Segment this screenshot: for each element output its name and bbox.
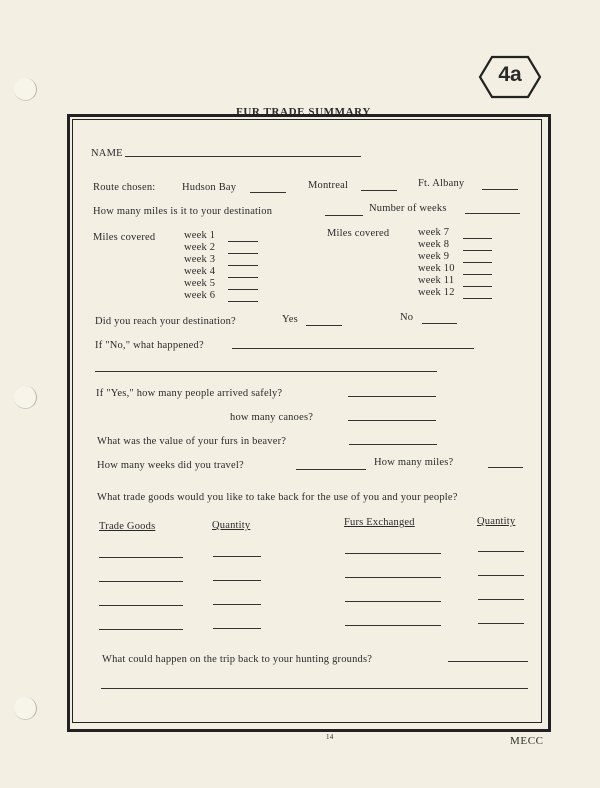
canoes-field[interactable] — [348, 420, 436, 421]
route-label: Route chosen: — [93, 182, 156, 193]
miles-covered-label-left: Miles covered — [93, 232, 156, 243]
no-field[interactable] — [422, 323, 457, 324]
name-field[interactable] — [125, 156, 361, 157]
week-2-field[interactable] — [228, 253, 258, 254]
route-option-montreal: Montreal — [308, 180, 349, 191]
quantity-left-row-3[interactable] — [213, 604, 261, 605]
yes-field[interactable] — [306, 325, 342, 326]
week-4-field[interactable] — [228, 277, 258, 278]
column-furs-exchanged: Furs Exchanged — [344, 517, 415, 528]
hudson-bay-field[interactable] — [250, 192, 286, 193]
week-7-field[interactable] — [463, 238, 492, 239]
weeks-travel-question: How many weeks did you travel? — [97, 460, 244, 471]
week-12-label: week 12 — [418, 287, 455, 298]
week-8-label: week 8 — [418, 239, 450, 250]
miles-covered-label-right: Miles covered — [327, 228, 390, 239]
miles-field[interactable] — [325, 215, 363, 216]
miles-travel-field[interactable] — [488, 467, 523, 468]
week-3-field[interactable] — [228, 265, 258, 266]
what-happened-field[interactable] — [232, 348, 474, 349]
montreal-field[interactable] — [361, 190, 397, 191]
badge-label: 4a — [498, 63, 522, 86]
publisher-label: MECC — [510, 735, 544, 747]
binder-hole — [14, 78, 37, 101]
week-1-field[interactable] — [228, 241, 258, 242]
section-badge — [478, 55, 542, 99]
furs-value-field[interactable] — [349, 444, 437, 445]
trade-goods-row-4[interactable] — [99, 629, 183, 630]
quantity-right-row-1[interactable] — [478, 551, 524, 552]
if-no-question: If "No," what happened? — [95, 340, 204, 351]
furs-exchanged-row-1[interactable] — [345, 553, 441, 554]
trade-goods-question: What trade goods would you like to take back for the use of you and your people? — [97, 492, 458, 503]
ft-albany-field[interactable] — [482, 189, 518, 190]
column-quantity-left: Quantity — [212, 520, 251, 531]
if-yes-people-question: If "Yes," how many people arrived safely? — [96, 388, 283, 399]
week-10-field[interactable] — [463, 274, 492, 275]
week-10-label: week 10 — [418, 263, 455, 274]
trade-goods-row-2[interactable] — [99, 581, 183, 582]
week-11-field[interactable] — [463, 286, 492, 287]
week-2-label: week 2 — [184, 242, 216, 253]
furs-value-question: What was the value of your furs in beaver? — [97, 436, 287, 447]
what-happened-field-2[interactable] — [95, 371, 437, 372]
trade-goods-row-1[interactable] — [99, 557, 183, 558]
furs-exchanged-row-3[interactable] — [345, 601, 441, 602]
column-quantity-right: Quantity — [477, 516, 516, 527]
week-9-field[interactable] — [463, 262, 492, 263]
quantity-right-row-4[interactable] — [478, 623, 524, 624]
miles-question: How many miles is it to your destination — [93, 206, 273, 217]
week-5-field[interactable] — [228, 289, 258, 290]
column-trade-goods: Trade Goods — [99, 521, 156, 532]
week-12-field[interactable] — [463, 298, 492, 299]
route-option-hudson-bay: Hudson Bay — [182, 182, 237, 193]
miles-travel-question: How many miles? — [374, 457, 454, 468]
week-7-label: week 7 — [418, 227, 450, 238]
yes-label: Yes — [282, 314, 298, 325]
quantity-left-row-2[interactable] — [213, 580, 261, 581]
quantity-left-row-4[interactable] — [213, 628, 261, 629]
week-4-label: week 4 — [184, 266, 216, 277]
trip-back-field-2[interactable] — [101, 688, 528, 689]
weeks-question: Number of weeks — [369, 203, 447, 214]
week-5-label: week 5 — [184, 278, 216, 289]
furs-exchanged-row-2[interactable] — [345, 577, 441, 578]
week-1-label: week 1 — [184, 230, 216, 241]
binder-hole — [14, 386, 37, 409]
weeks-field[interactable] — [465, 213, 520, 214]
week-11-label: week 11 — [418, 275, 455, 286]
route-option-ft-albany: Ft. Albany — [418, 178, 465, 189]
week-8-field[interactable] — [463, 250, 492, 251]
trip-back-field[interactable] — [448, 661, 528, 662]
quantity-right-row-3[interactable] — [478, 599, 524, 600]
no-label: No — [400, 312, 414, 323]
week-9-label: week 9 — [418, 251, 450, 262]
week-6-label: week 6 — [184, 290, 216, 301]
week-6-field[interactable] — [228, 301, 258, 302]
quantity-right-row-2[interactable] — [478, 575, 524, 576]
weeks-travel-field[interactable] — [296, 469, 366, 470]
page-title: FUR TRADE SUMMARY — [236, 106, 371, 118]
quantity-left-row-1[interactable] — [213, 556, 261, 557]
people-field[interactable] — [348, 396, 436, 397]
trade-goods-row-3[interactable] — [99, 605, 183, 606]
furs-exchanged-row-4[interactable] — [345, 625, 441, 626]
trip-back-question: What could happen on the trip back to your hunting grounds? — [102, 654, 373, 665]
reach-question: Did you reach your destination? — [95, 316, 236, 327]
week-3-label: week 3 — [184, 254, 216, 265]
name-label: NAME — [91, 148, 123, 159]
canoes-question: how many canoes? — [230, 412, 314, 423]
page-number: 14 — [326, 733, 334, 741]
binder-hole — [14, 697, 37, 720]
